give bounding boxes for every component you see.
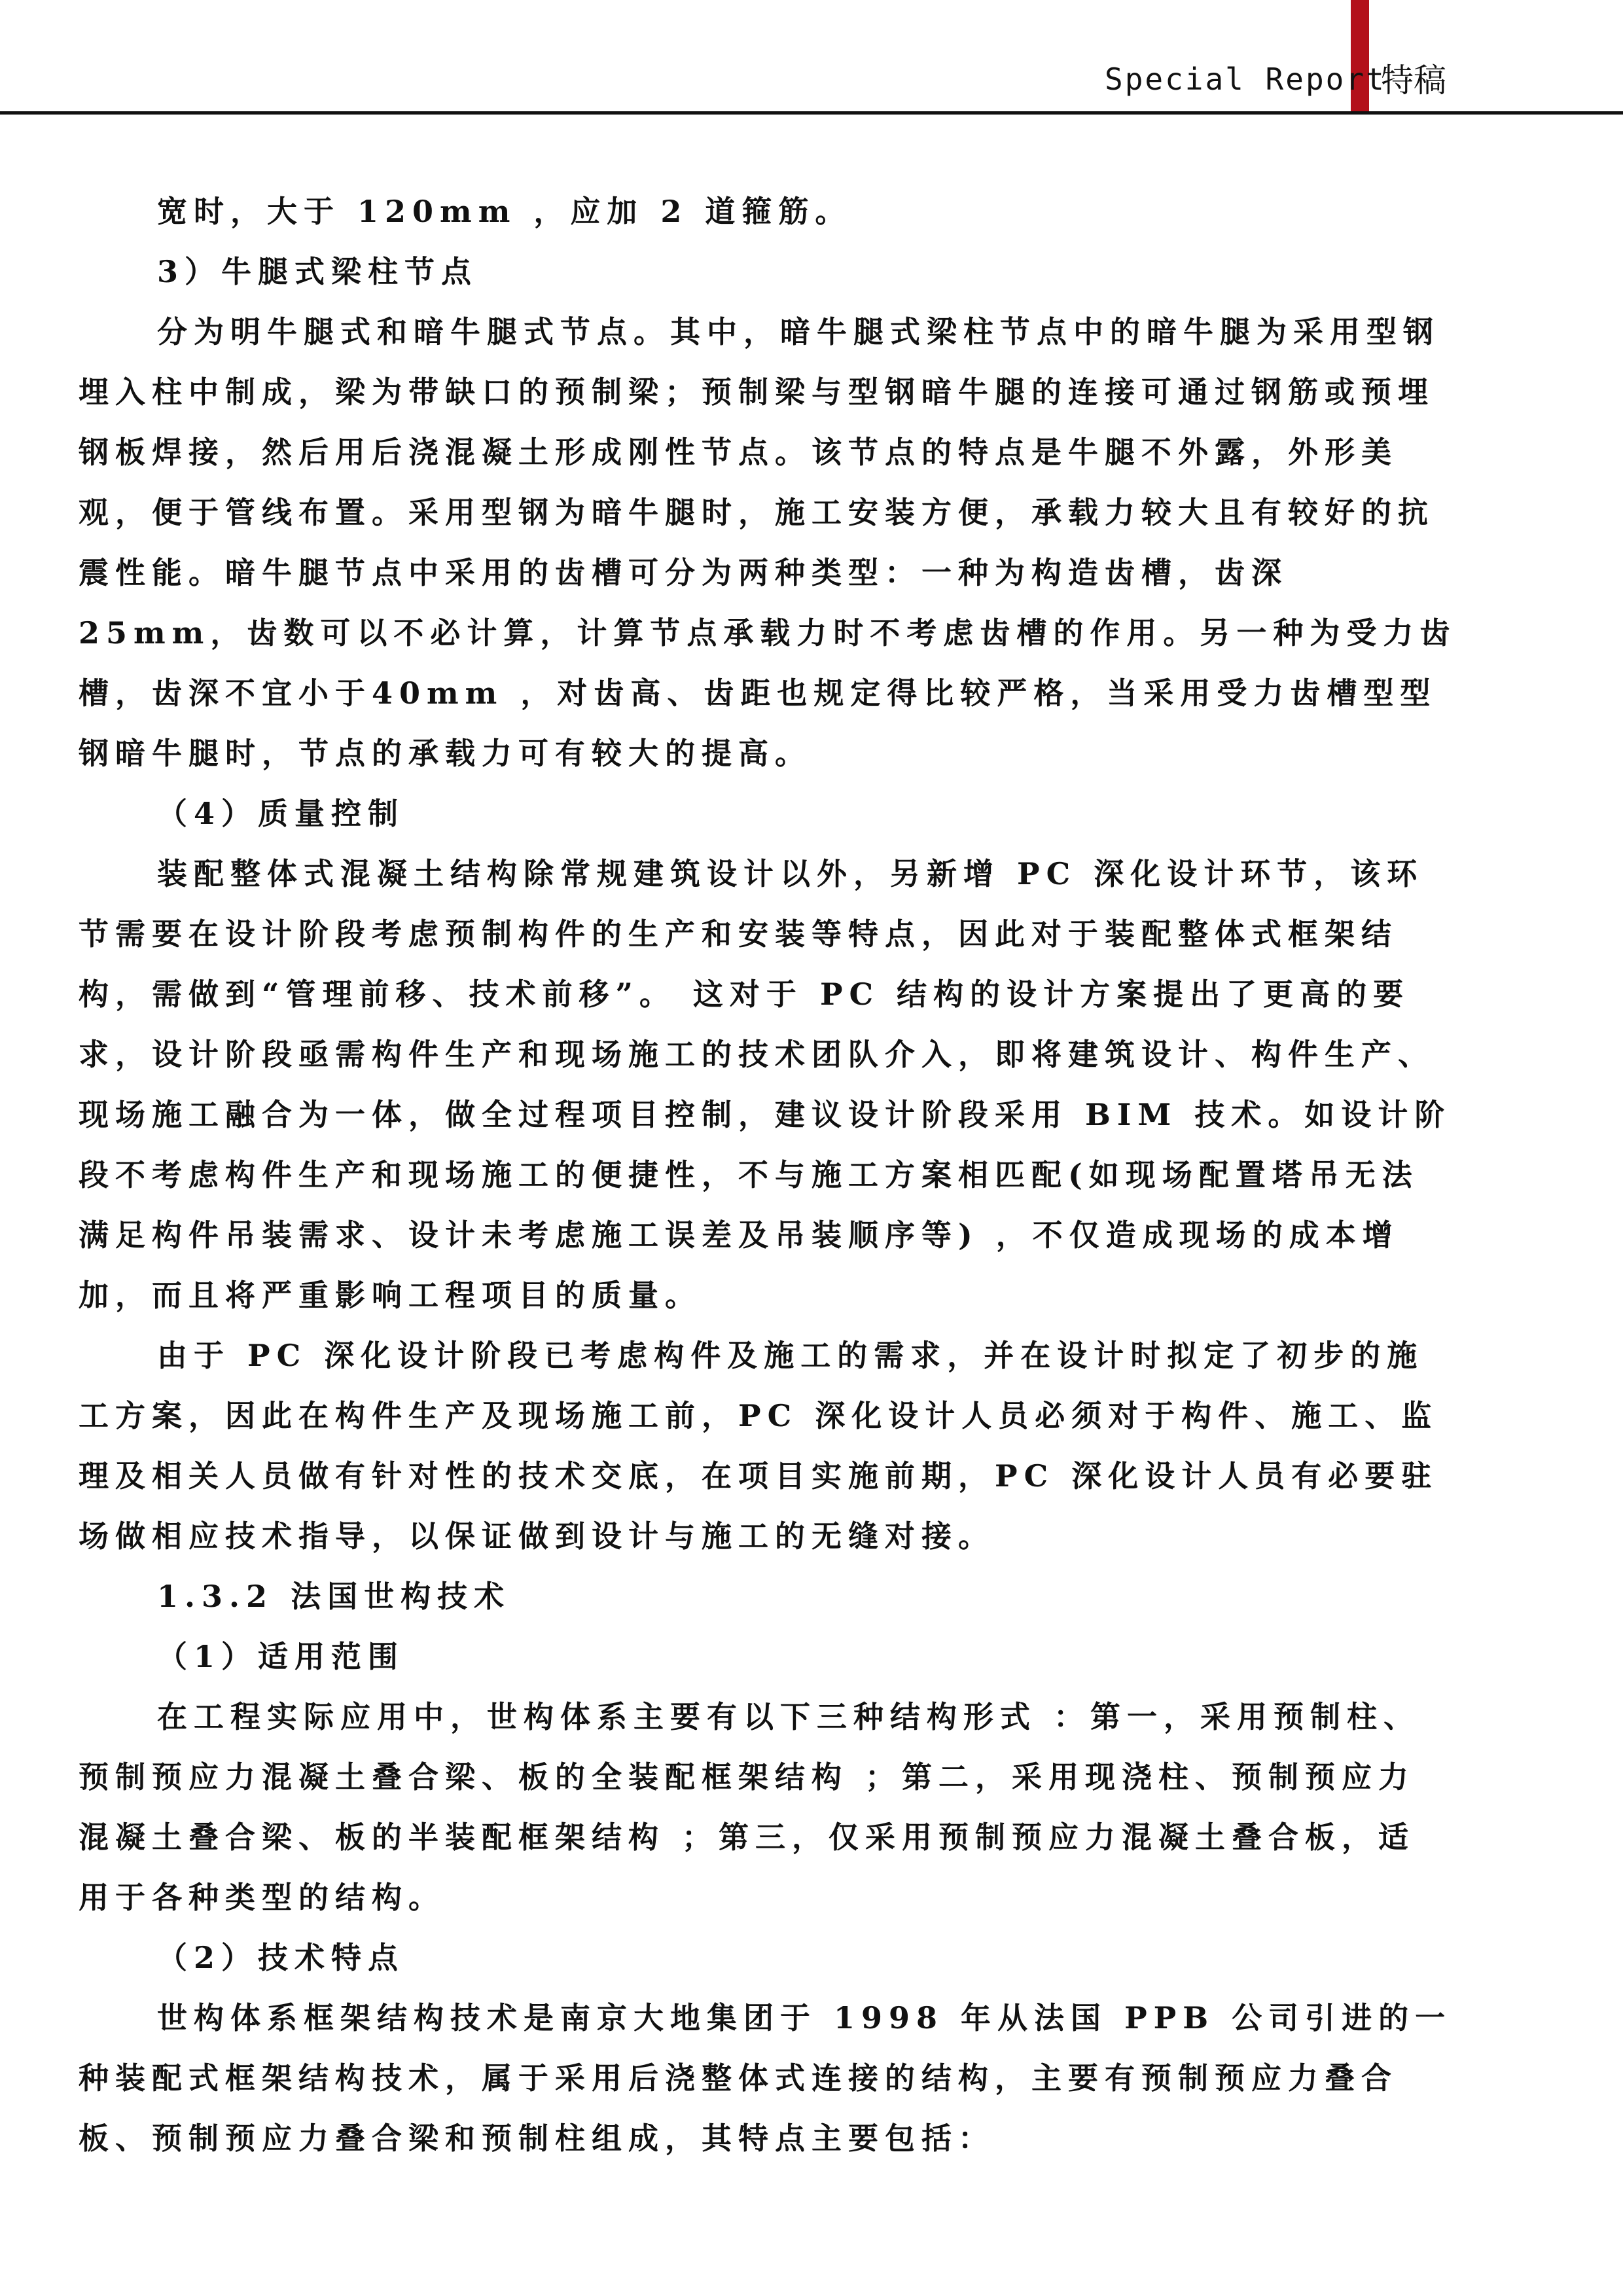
body-line: 用于各种类型的结构。 [79, 1880, 445, 1915]
body-line: 工方案，因此在构件生产及现场施工前，PC 深化设计人员必须对于构件、施工、监 [79, 1398, 1438, 1433]
body-line: 观，便于管线布置。采用型钢为暗牛腿时，施工安装方便，承载力较大且有较好的抗 [79, 495, 1435, 530]
section-heading: （2）技术特点 [157, 1940, 405, 1975]
body-line: 分为明牛腿式和暗牛腿式节点。其中，暗牛腿式梁柱节点中的暗牛腿为采用型钢 [157, 314, 1440, 350]
body-line: 钢板焊接，然后用后浇混凝土形成刚性节点。该节点的特点是牛腿不外露，外形美 [79, 435, 1398, 470]
body-line: 由于 PC 深化设计阶段已考虑构件及施工的需求，并在设计时拟定了初步的施 [157, 1338, 1424, 1373]
body-line: 3）牛腿式梁柱节点 [157, 254, 478, 289]
body-line: 求，设计阶段亟需构件生产和现场施工的技术团队介入，即将建筑设计、构件生产、 [79, 1037, 1435, 1072]
section-heading: 1.3.2 法国世构技术 [157, 1579, 511, 1614]
body-line: 世构体系框架结构技术是南京大地集团于 1998 年从法国 PPB 公司引进的一 [157, 2000, 1452, 2036]
body-line: 钢暗牛腿时，节点的承载力可有较大的提高。 [79, 736, 812, 771]
body-line: 段不考虑构件生产和现场施工的便捷性，不与施工方案相匹配(如现场配置塔吊无法 [79, 1157, 1419, 1193]
body-line: 满足构件吊装需求、设计未考虑施工误差及吊装顺序等) ，不仅造成现场的成本增 [79, 1217, 1399, 1253]
body-line: 震性能。暗牛腿节点中采用的齿槽可分为两种类型：一种为构造齿槽，齿深 [79, 555, 1288, 590]
body-line: 宽时，大于 120mm ，应加 2 道箍筋。 [157, 194, 852, 229]
body-line: 理及相关人员做有针对性的技术交底，在项目实施前期，PC 深化设计人员有必要驻 [79, 1458, 1438, 1494]
body-line: 25mm，齿数可以不必计算，计算节点承载力时不考虑齿槽的作用。另一种为受力齿 [79, 615, 1457, 651]
body-line: 板、预制预应力叠合梁和预制柱组成，其特点主要包括： [79, 2121, 995, 2156]
header-section-cn: 特稿 [1381, 62, 1446, 99]
section-heading: （1）适用范围 [157, 1639, 405, 1674]
body-line: 混凝土叠合梁、板的半装配框架结构 ；第三，仅采用预制预应力混凝土叠合板，适 [79, 1820, 1416, 1855]
body-line: 埋入柱中制成，梁为带缺口的预制梁；预制梁与型钢暗牛腿的连接可通过钢筋或预埋 [79, 374, 1435, 410]
body-line: 节需要在设计阶段考虑预制构件的生产和安装等特点，因此对于装配整体式框架结 [79, 916, 1398, 952]
body-line: 加，而且将严重影响工程项目的质量。 [79, 1278, 702, 1313]
body-line: 种装配式框架结构技术，属于采用后浇整体式连接的结构，主要有预制预应力叠合 [79, 2060, 1398, 2096]
body-line: 构，需做到“管理前移、技术前移”。 这对于 PC 结构的设计方案提出了更高的要 [79, 977, 1410, 1012]
section-heading: （4）质量控制 [157, 796, 405, 831]
body-line: 预制预应力混凝土叠合梁、板的全装配框架结构 ；第二，采用现浇柱、预制预应力 [79, 1759, 1416, 1795]
body-line: 槽，齿深不宜小于40mm ，对齿高、齿距也规定得比较严格，当采用受力齿槽型型 [79, 675, 1437, 711]
body-line: 现场施工融合为一体，做全过程项目控制，建议设计阶段采用 BIM 技术。如设计阶 [79, 1097, 1452, 1132]
body-line: 在工程实际应用中，世构体系主要有以下三种结构形式 ：第一，采用预制柱、 [157, 1699, 1421, 1734]
body-line: 装配整体式混凝土结构除常规建筑设计以外，另新增 PC 深化设计环节，该环 [157, 856, 1424, 891]
header-section-en: Special Report [1105, 62, 1386, 97]
body-line: 场做相应技术指导，以保证做到设计与施工的无缝对接。 [79, 1518, 995, 1554]
